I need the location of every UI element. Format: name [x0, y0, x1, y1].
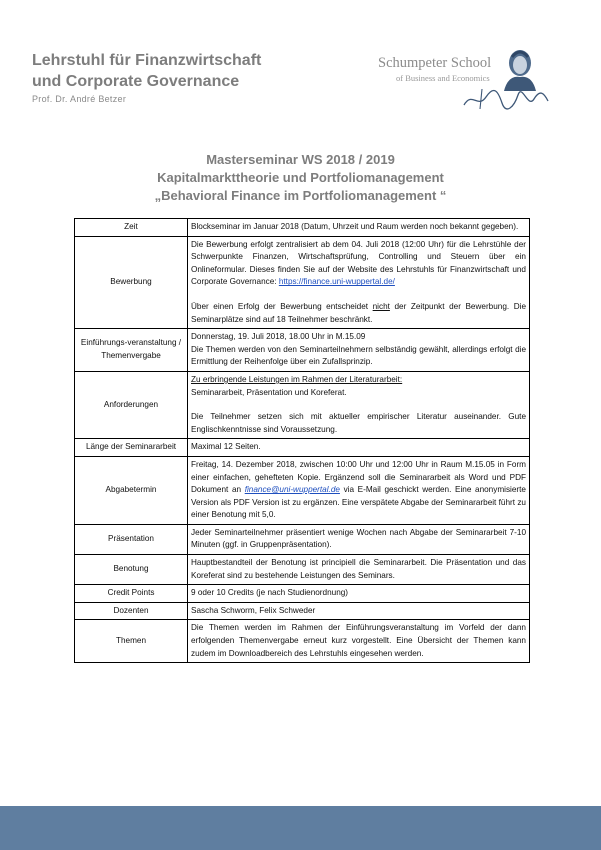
- value-anforderungen: [188, 371, 530, 438]
- label-anforderungen: Anforderungen: [75, 371, 188, 438]
- anforderungen-text: Die Teilnehmer setzen sich mit aktueller empirischer Literatur auseinander. Gute Englischkenntnisse sind Voraussetzung.: [191, 412, 526, 434]
- label-dozenten: Dozenten: [75, 602, 188, 620]
- table-row-einfuehrung: [75, 329, 530, 372]
- value-benotung: Hauptbestandteil der Benotung ist principiell die Seminararbeit. Die Präsentation und das Koreferat sind zu bestehende Leistungen des Seminars.: [188, 555, 530, 585]
- table-row-praesentation: [75, 524, 530, 554]
- table-row-zeit: [75, 219, 530, 237]
- bewerbung-text: Die Bewerbung erfolgt zentralisiert ab dem 04. Juli 2018 (12:00 Uhr) für die Lehrstühle der Schwerpunkte Finanzen, Wirtschaftsprüfung, Controlling und Steuern über ein Onlineformular. Dieses finden Sie auf der Website des Lehrstuhls für Finanzwirtschaft und Corporate Governance:: [191, 239, 526, 287]
- finance-email-link[interactable]: finance@uni-wuppertal.de: [244, 485, 340, 495]
- table-row-dozenten: [75, 602, 530, 620]
- chair-name-line1: Lehrstuhl für Finanzwirtschaft: [32, 52, 262, 69]
- professor-name: Prof. Dr. André Betzer: [32, 94, 127, 104]
- einfuehrung-date: Donnerstag, 19. Juli 2018, 18.00 Uhr in M.15.09: [191, 332, 366, 342]
- value-zeit: Blockseminar im Januar 2018 (Datum, Uhrzeit und Raum werden noch bekannt gegeben).: [188, 219, 530, 237]
- chair-header: [32, 50, 261, 104]
- portrait-icon: [498, 45, 542, 91]
- table-row-bewerbung: [75, 236, 530, 329]
- signature-icon: [462, 87, 550, 111]
- value-bewerbung: [188, 236, 530, 329]
- finance-website-link[interactable]: https://finance.uni-wuppertal.de/: [278, 277, 395, 287]
- label-abgabe: Abgabetermin: [75, 456, 188, 524]
- table-row-abgabe: [75, 456, 530, 524]
- label-praesentation: Präsentation: [75, 524, 188, 554]
- bewerbung-note-post: der Zeitpunkt der Bewerbung. Die Seminarplätze sind auf 18 Teilnehmer beschränkt.: [191, 301, 527, 324]
- title-line2: Kapitalmarkttheorie und Portfoliomanagement: [157, 170, 444, 185]
- schumpeter-school-logo: [378, 45, 558, 115]
- value-dozenten: Sascha Schworm, Felix Schweder: [188, 602, 530, 620]
- abgabe-text: Freitag, 14. Dezember 2018, zwischen 10:00 Uhr und 12:00 Uhr in Raum M.15.05 in Form einer einfachen, gehefteten Kopie. Ergänzend soll die Seminararbeit als Word und PDF Dokument an: [191, 459, 526, 495]
- footer-bar: [0, 806, 601, 850]
- table-row-credits: [75, 585, 530, 603]
- value-abgabe: [188, 456, 530, 524]
- logo-name: Schumpeter School: [378, 55, 492, 71]
- value-laenge: Maximal 12 Seiten.: [188, 439, 530, 457]
- logo-subtitle: of Business and Economics: [396, 73, 490, 83]
- value-themen: Die Themen werden im Rahmen der Einführungsveranstaltung im Vorfeld der dann erfolgenden Themenvergabe erneut kurz vorgestellt. Eine Übersicht der Themen kann zudem im Downloadbereich des Lehrstuhls eingesehen werden.: [188, 620, 530, 663]
- abgabe-text-post: via E-Mail geschickt werden. Eine anonymisierte Version als PDF Version ist zu ergänzen. Eine verspätete Abgabe der Seminararbeit führt zu einer Benotung mit 5,0.: [191, 485, 526, 520]
- table-row-anforderungen: [75, 371, 530, 438]
- label-themen: Themen: [75, 620, 188, 663]
- label-bewerbung: Bewerbung: [75, 236, 188, 329]
- value-einfuehrung: [188, 329, 530, 372]
- einfuehrung-text: Die Themen werden von den Seminarteilnehmern selbständig gewählt, allerdings erfolgt die Ermittlung der Reihenfolge über ein Zufallsprinzip.: [191, 344, 526, 367]
- value-praesentation: Jeder Seminarteilnehmer präsentiert wenige Wochen nach Abgabe der Seminararbeit 7-10 Minuten (ggf. in Gruppenpräsentation).: [188, 524, 530, 554]
- title-line1: Masterseminar WS 2018 / 2019: [206, 152, 395, 167]
- value-credits: 9 oder 10 Credits (je nach Studienordnung): [188, 585, 530, 603]
- bewerbung-note-pre: Über einen Erfolg der Bewerbung entscheidet: [191, 301, 373, 311]
- bewerbung-note-emphasis: nicht: [372, 301, 390, 311]
- table-row-benotung: [75, 555, 530, 585]
- label-zeit: Zeit: [75, 219, 188, 237]
- chair-name-line2: und Corporate Governance: [32, 73, 240, 90]
- label-laenge: Länge der Seminararbeit: [75, 439, 188, 457]
- anforderungen-heading: Zu erbringende Leistungen im Rahmen der Literaturarbeit:: [191, 374, 403, 384]
- label-einfuehrung: Einführungs-veranstaltung / Themenvergabe: [75, 329, 188, 372]
- seminar-info-table: [74, 218, 530, 663]
- table-row-themen: [75, 620, 530, 663]
- table-row-laenge: [75, 439, 530, 457]
- anforderungen-items: Seminararbeit, Präsentation und Koreferat.: [191, 387, 347, 397]
- label-benotung: Benotung: [75, 555, 188, 585]
- label-credits: Credit Points: [75, 585, 188, 603]
- seminar-titles: [0, 151, 601, 205]
- title-line3: „Behavioral Finance im Portfoliomanagement “: [154, 188, 447, 203]
